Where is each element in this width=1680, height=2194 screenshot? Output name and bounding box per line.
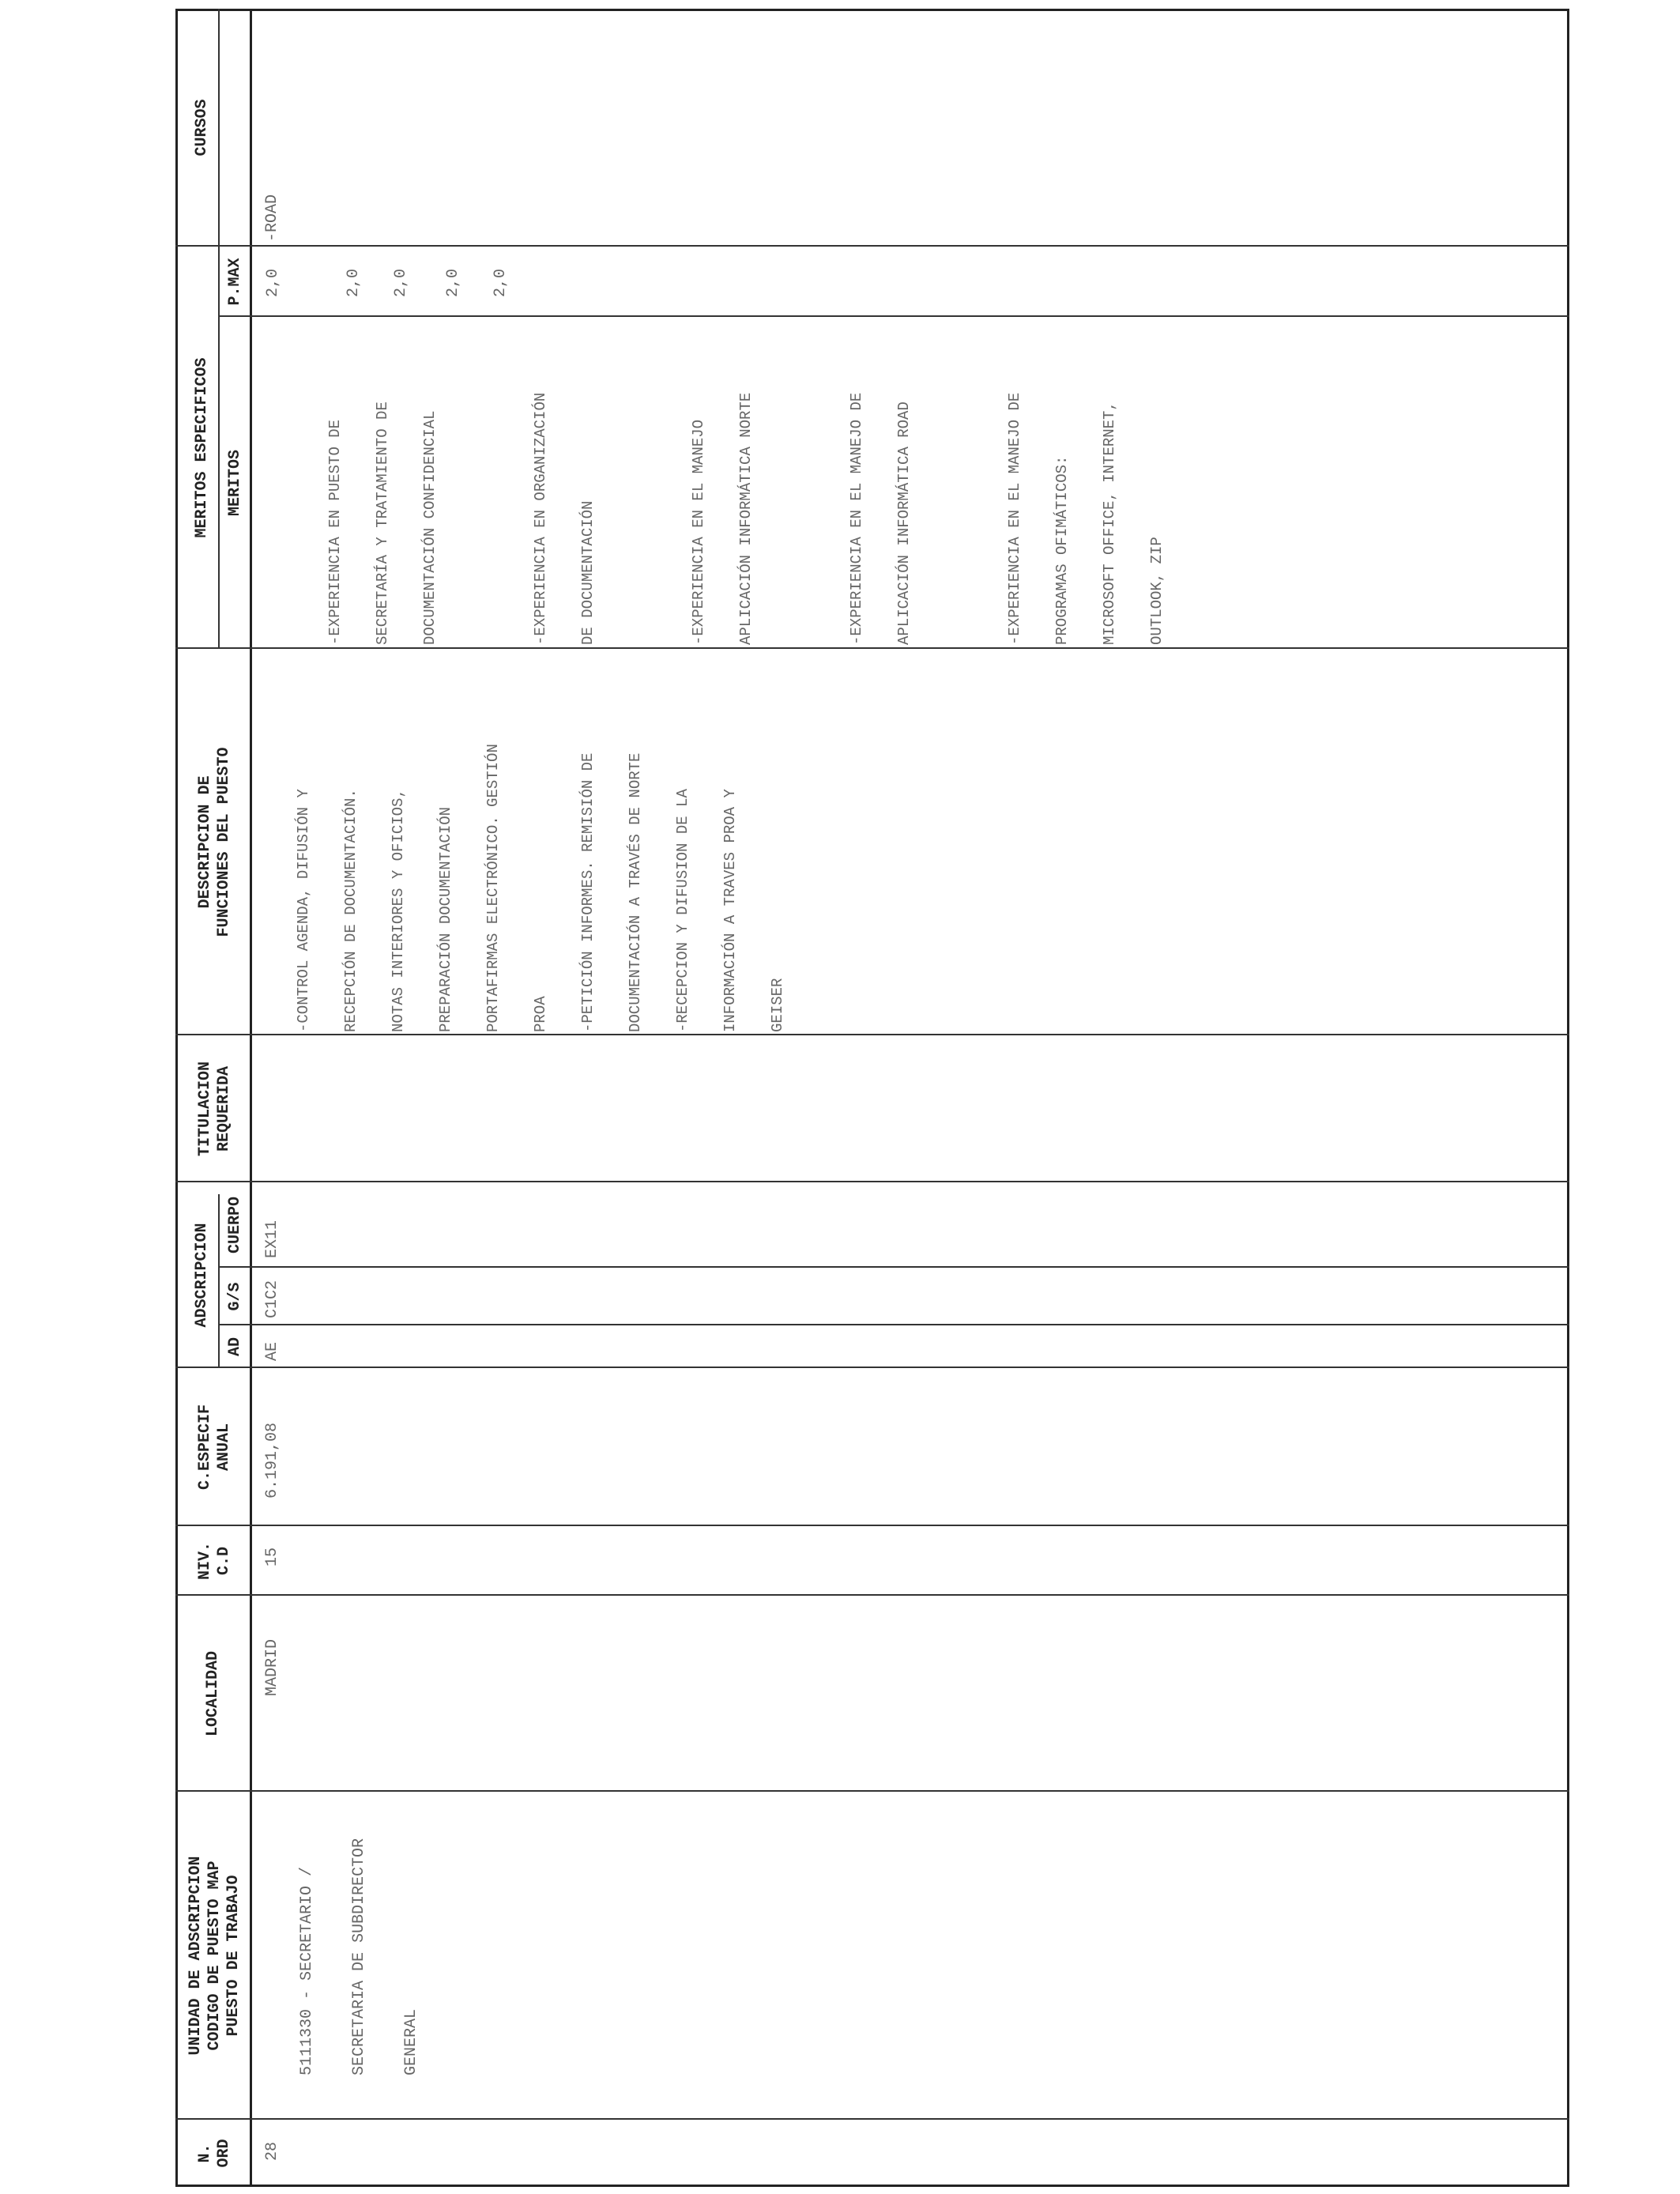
cell-pmax-5: 2,0 [492,268,510,297]
col-line-5 [175,1367,1569,1368]
cell-cespecif: 6.191,08 [263,1422,281,1498]
merito-item: -EXPERIENCIA EN EL MANEJO APLICACIÓN INFORMÁTICA NORTE [690,392,755,645]
merito-item: -EXPERIENCIA EN PUESTO DE SECRETARÍA Y TRATAMIENTO DE DOCUMENTACIÓN CONFIDENCIAL [326,401,439,645]
cell-pmax-1: 2,0 [264,268,282,297]
cell-gs: C1C2 [263,1280,281,1318]
header-adscripcion: ADSCRIPCION [193,1223,211,1328]
header-titulacion: TITULACION REQUERIDA [196,1061,233,1157]
cell-pmax-2: 2,0 [345,268,363,297]
merito-item: -EXPERIENCIA EN EL MANEJO DE PROGRAMAS OFIMÁTICOS: MICROSOFT OFFICE, INTERNET, OUTLOOK, ZIP [1006,392,1166,645]
cell-niv: 15 [263,1547,281,1566]
header-cuerpo: CUERPO [226,1197,244,1254]
cell-pmax-4: 2,0 [444,268,462,297]
merito-item: -EXPERIENCIA EN EL MANEJO DE APLICACIÓN INFORMÁTICA ROAD [848,392,913,645]
subheader-divider-meritos [218,9,220,649]
header-meritos: MERITOS [226,450,244,517]
header-unidad: UNIDAD DE ADSCRIPCION CODIGO DE PUESTO MAP PUESTO DE TRABAJO [186,1856,243,2056]
header-pmax: P.MAX [226,258,244,306]
cell-localidad: MADRID [263,1638,281,1696]
col-line-6 [175,1181,1569,1182]
header-niv: NIV. C.D [196,1542,233,1581]
col-line-ad [218,1324,1569,1325]
col-line-4 [175,1525,1569,1526]
col-line-8 [175,647,1569,649]
col-line-2 [175,1790,1569,1792]
cell-ad: AE [263,1341,281,1361]
col-line-1 [175,2118,1569,2120]
col-line-pmax [218,315,1569,317]
header-cespecif: C.ESPECIF ANUAL [196,1404,233,1491]
cell-descripcion: -CONTROL AGENDA, DIFUSIÓN Y RECEPCIÓN DE DOCUMENTACIÓN. NOTAS INTERIORES Y OFICIOS, PREPARACIÓN DOCUMENTACIÓN PORTAFIRMAS ELECTRÓNICO. GESTIÓN PROA -PETICIÓN INFORMES. REMISIÓN DE DOCUMENTACIÓN A TRAVÉS DE NORTE -RECEPCION Y DIFUSION DE LA INFORMACIÓN A TRAVES PROA Y GEISER [295,744,786,1032]
cell-n-ord: 28 [263,2141,281,2161]
cell-cuerpo: EX11 [263,1220,281,1258]
merito-item: -EXPERIENCIA EN ORGANIZACIÓN DE DOCUMENTACIÓN [532,392,597,645]
col-line-3 [175,1594,1569,1596]
col-line-7 [175,1034,1569,1035]
cell-pmax-3: 2,0 [392,268,410,297]
cell-unidad: 5111330 - SECRETARIO / SECRETARIA DE SUBDIRECTOR GENERAL [298,1838,420,2075]
col-line-gs [218,1266,1569,1268]
cell-meritos [264,393,1228,645]
header-divider [250,9,252,2187]
col-line-9 [175,245,1569,247]
header-descripcion: DESCRIPCION DE FUNCIONES DEL PUESTO [196,747,233,937]
subheader-divider-adscripcion [218,1194,220,1368]
header-n-ord: N. ORD [196,2139,233,2168]
header-meritos-especificos: MERITOS ESPECIFICOS [193,357,211,538]
header-ad: AD [226,1337,244,1357]
header-cursos: CURSOS [193,99,211,156]
cell-cursos: -ROAD [263,194,281,242]
header-localidad: LOCALIDAD [204,1650,222,1737]
header-gs: G/S [226,1282,244,1311]
